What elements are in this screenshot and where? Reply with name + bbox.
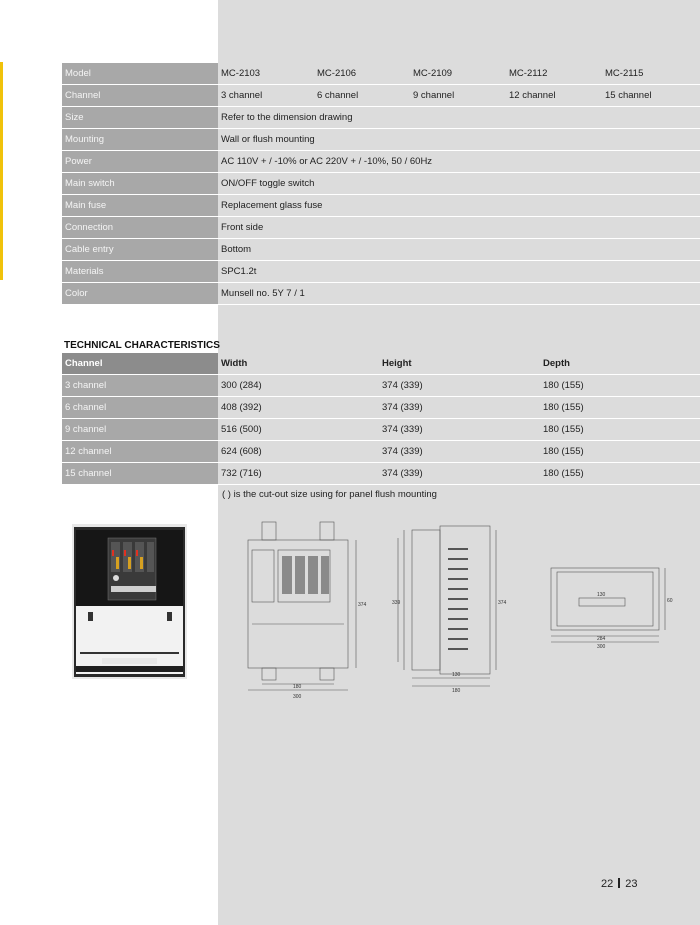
table-cell: 374 (339)	[379, 397, 540, 419]
table-cell: Wall or flush mounting	[218, 129, 700, 151]
table-header-row	[62, 353, 700, 375]
dimension-label: 130	[452, 672, 461, 678]
dimension-label: 180	[452, 688, 461, 694]
column-header: Depth	[540, 353, 700, 375]
row-label: 9 channel	[62, 419, 218, 441]
table-row	[62, 107, 700, 129]
product-photo	[72, 524, 187, 679]
row-label: Main fuse	[62, 195, 218, 217]
table-cell: 732 (716)	[218, 463, 379, 485]
dimension-label: 374	[358, 602, 367, 608]
table-cell: SPC1.2t	[218, 261, 700, 283]
table-row	[62, 151, 700, 173]
yellow-edge-marker	[0, 62, 3, 280]
table-cell: MC-2112	[506, 63, 602, 85]
dimension-label: 130	[597, 592, 606, 598]
page-number-right: 23	[625, 878, 638, 890]
tech-table	[62, 353, 700, 485]
table-row	[62, 463, 700, 485]
side-view-drawing	[392, 520, 522, 700]
table-cell: MC-2106	[314, 63, 410, 85]
table-row	[62, 419, 700, 441]
table-cell: 374 (339)	[379, 419, 540, 441]
table-cell: 374 (339)	[379, 441, 540, 463]
table-cell: 624 (608)	[218, 441, 379, 463]
table-cell: MC-2109	[410, 63, 506, 85]
cutout-drawing	[545, 562, 675, 652]
row-label: 12 channel	[62, 441, 218, 463]
column-header: Width	[218, 353, 379, 375]
table-cell: 180 (155)	[540, 375, 700, 397]
table-row	[62, 441, 700, 463]
row-label: Cable entry	[62, 239, 218, 261]
row-label: Model	[62, 63, 218, 85]
table-cell: 300 (284)	[218, 375, 379, 397]
table-row	[62, 217, 700, 239]
dimension-label: 300	[293, 694, 302, 700]
front-view-drawing	[238, 520, 368, 700]
table-cell: MC-2103	[218, 63, 314, 85]
section-title: TECHNICAL CHARACTERISTICS	[64, 340, 220, 351]
table-cell: Bottom	[218, 239, 700, 261]
page-number	[601, 878, 638, 890]
table-row	[62, 129, 700, 151]
table-cell: MC-2115	[602, 63, 700, 85]
table-cell: 374 (339)	[379, 375, 540, 397]
dimension-label: 339	[392, 600, 401, 606]
table-cell: 180 (155)	[540, 463, 700, 485]
dimension-label: 284	[597, 636, 606, 642]
row-label: Power	[62, 151, 218, 173]
row-label: 15 channel	[62, 463, 218, 485]
row-label: Size	[62, 107, 218, 129]
table-row	[62, 375, 700, 397]
page-number-left: 22	[601, 878, 614, 890]
page-separator	[618, 878, 620, 888]
row-label: 3 channel	[62, 375, 218, 397]
table-cell: 6 channel	[314, 85, 410, 107]
table-cell: 516 (500)	[218, 419, 379, 441]
row-label: Mounting	[62, 129, 218, 151]
table-cell: Munsell no. 5Y 7 / 1	[218, 283, 700, 305]
table-row	[62, 85, 700, 107]
table-cell: Refer to the dimension drawing	[218, 107, 700, 129]
table-cell: 12 channel	[506, 85, 602, 107]
dimension-label: 300	[597, 644, 606, 650]
dimension-label: 374	[498, 600, 507, 606]
row-label: Channel	[62, 85, 218, 107]
table-cell: 180 (155)	[540, 441, 700, 463]
table-cell: Front side	[218, 217, 700, 239]
table-row	[62, 173, 700, 195]
table-row	[62, 283, 700, 305]
table-row	[62, 261, 700, 283]
table-row	[62, 195, 700, 217]
table-cell: AC 110V + / -10% or AC 220V + / -10%, 50 / 60Hz	[218, 151, 700, 173]
table-row	[62, 63, 700, 85]
table-cell: ON/OFF toggle switch	[218, 173, 700, 195]
dimension-label: 180	[293, 684, 302, 690]
row-label: Color	[62, 283, 218, 305]
column-header: Height	[379, 353, 540, 375]
row-label: 6 channel	[62, 397, 218, 419]
table-cell: 408 (392)	[218, 397, 379, 419]
table-row	[62, 397, 700, 419]
table-row	[62, 239, 700, 261]
table-cell: 180 (155)	[540, 397, 700, 419]
table-cell: 180 (155)	[540, 419, 700, 441]
table-cell: Replacement glass fuse	[218, 195, 700, 217]
table-cell: 9 channel	[410, 85, 506, 107]
row-label: Materials	[62, 261, 218, 283]
row-label: Connection	[62, 217, 218, 239]
cutout-note: ( ) is the cut-out size using for panel flush mounting	[222, 489, 437, 500]
row-label: Main switch	[62, 173, 218, 195]
column-header: Channel	[62, 353, 218, 375]
table-cell: 3 channel	[218, 85, 314, 107]
table-cell: 374 (339)	[379, 463, 540, 485]
spec-table	[62, 63, 700, 305]
table-cell: 15 channel	[602, 85, 700, 107]
dimension-label: 60	[667, 598, 673, 604]
